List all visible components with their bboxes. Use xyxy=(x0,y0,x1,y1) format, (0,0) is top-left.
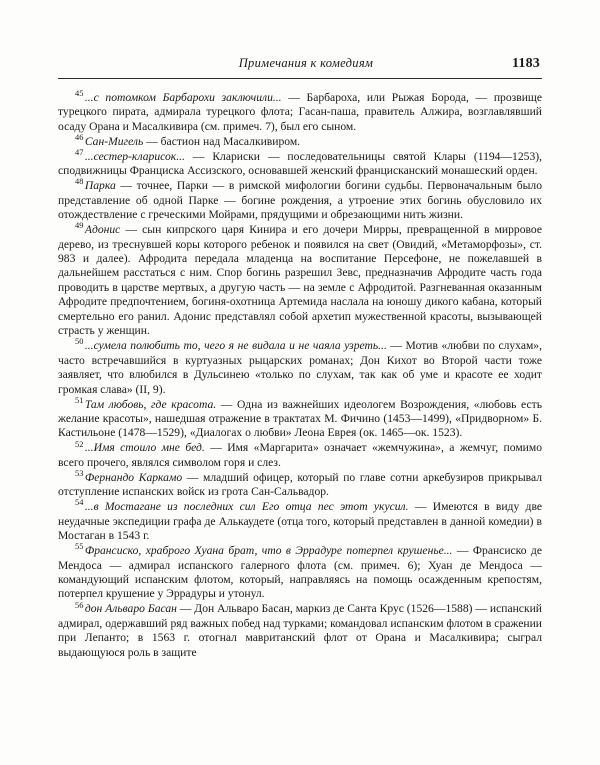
note-text: — Дон Альваро Басан, маркиз де Санта Крус (1526—1588) — испанский адмирал, одержавший ряд важных побед над турками; командовал испанским флотом в сражении при Лепанто; в 1563 г. отогнал мавританский флот от Орана и Масалкивира; сыграл выдающуюся роль в защите xyxy=(58,602,542,659)
note-lead: ...сестер-кларисок... xyxy=(84,149,185,163)
note-lead: Парка xyxy=(84,179,116,193)
note-lead: ...с потомком Барбарохи заключили... xyxy=(84,91,282,104)
note-number: 45 xyxy=(75,89,84,99)
note-lead: Адонис xyxy=(84,223,121,237)
note-item xyxy=(58,179,542,222)
running-title: Примечания к комедиям xyxy=(238,56,374,70)
note-text: — Мотив «любви по слухам», часто встречавшийся в куртуазных рыцарских романах; Дон Кихот во Второй части тоже заявляет, что влюбился в Дульсинею «только по слухам, так как об уме и красоте ее ходит громкая слава» (II, 9). xyxy=(58,339,542,396)
note-lead: ...сумела полюбить то, чего я не видала и не чаяла узреть... xyxy=(84,339,387,353)
note-text: — Имя «Маргарита» означает «жемчужина», а жемчуг, помимо всего прочего, являлся символом горя и слез. xyxy=(58,441,542,469)
note-text: — Одна из важнейших идеологем Возрождения, «любовь есть желание красоты», нашедшая отражение в трактатах М. Фичино (1453—1499), «Придворном» Б. Кастильоне (1478—1529), «Диалогах о любви» Леона Еврея (ок. 1465—ок. 1523). xyxy=(58,397,542,440)
note-item xyxy=(58,602,542,660)
note-number: 49 xyxy=(75,221,84,231)
note-number: 53 xyxy=(75,468,84,478)
page-number: 1183 xyxy=(511,56,540,71)
notes-list xyxy=(58,91,542,660)
note-number: 47 xyxy=(75,147,84,157)
note-number: 54 xyxy=(75,498,84,508)
note-item xyxy=(58,395,542,441)
note-text: — точнее, Парки — в римской мифологии богини судьбы. Первоначальным было представление об одной Парке — богине рождения, а утроение этих богинь обусловило их отождествление с греческими Мойрами, прядущими и обрезающими нить жизни. xyxy=(58,179,542,222)
note-item xyxy=(58,147,542,179)
note-item xyxy=(58,339,542,397)
note-text: — бастион над Масалкивиром. xyxy=(143,134,301,148)
note-item xyxy=(58,441,542,470)
note-item xyxy=(58,223,542,339)
note-lead: Там любовь, где красота. xyxy=(84,397,217,411)
note-number: 48 xyxy=(75,177,84,187)
note-text: — Имеются в виду две неудачные экспедиции графа де Алькаудете (отца того, который представлен в данной комедии) в Мостаган в 1543 г. xyxy=(58,500,542,543)
note-number: 46 xyxy=(75,133,84,142)
note-text: — младший офицер, который по главе сотни аркебузиров прикрывал отступление испанских войск из грота Сан-Сальвадор. xyxy=(58,470,543,499)
note-item xyxy=(58,468,543,500)
note-lead: ...Имя стоило мне бед. xyxy=(84,441,205,455)
note-text: — Франсиско де Мендоса — адмирал испанского галерного флота (см. примеч. 6); Хуан де Мендоса — командующий испанским флотом, который, направляясь на помощь осажденным крепостям, потерпел крушение у Эррадуры и утонул. xyxy=(58,544,542,601)
note-item xyxy=(58,500,542,543)
note-lead: ...в Мостагане из последних сил Его отца пес этот укусил. xyxy=(84,500,409,514)
note-text: — Барбароха, или Рыжая Борода, — прозвище турецкого пирата, адмирала турецкого флота; Гасан-паша, правитель Алжира, возглавлявший осаду Орана и Масалкивира (см. примеч. 7), был его сыном. xyxy=(58,91,542,133)
note-lead: Сан-Мигель xyxy=(84,134,144,148)
note-item xyxy=(58,544,542,602)
note-number: 51 xyxy=(75,395,84,405)
note-item xyxy=(58,135,542,149)
note-number: 55 xyxy=(75,542,84,552)
note-number: 52 xyxy=(75,439,84,449)
page-header xyxy=(58,56,542,76)
note-item xyxy=(58,91,542,134)
note-number: 50 xyxy=(75,337,84,347)
note-lead: Фернандо Каркамо xyxy=(84,470,183,484)
page-footer xyxy=(58,661,542,671)
note-text: — сын кипрского царя Кинира и его дочери Мирры, превращенной в мирровое дерево, из треснувшей коры которого ребенок и появился на свет (Овидий, «Метаморфозы», ст. 983 и далее). Афродита передала младенца на воспитание Персефоне, не пожелавшей в дальнейшем расстаться с ним. Спор богинь разрешил Зевс, предназначив Афродите часть года проводить в царстве мертвых, а другую часть — на земле с Афродитой. Разгневанная оказанным Афродите предпочтением, богиня-охотница Артемида наслала на юношу дикого кабана, который смертельно его ранил. Адонис представлял собой архетип мужественной красоты, вызывающей страсть у женщин. xyxy=(58,223,542,338)
note-lead: Франсиско, храброго Хуана брат, что в Эррадуре потерпел крушенье... xyxy=(84,544,453,558)
note-text: — Клариски — последовательницы святой Клары (1194—1253), сподвижницы Франциска Ассизского, основавшей женский францисканский монашеский орден. xyxy=(58,149,542,178)
note-lead: дон Альваро Басан xyxy=(84,602,177,616)
header-rule xyxy=(58,78,542,79)
note-number: 56 xyxy=(75,600,84,610)
